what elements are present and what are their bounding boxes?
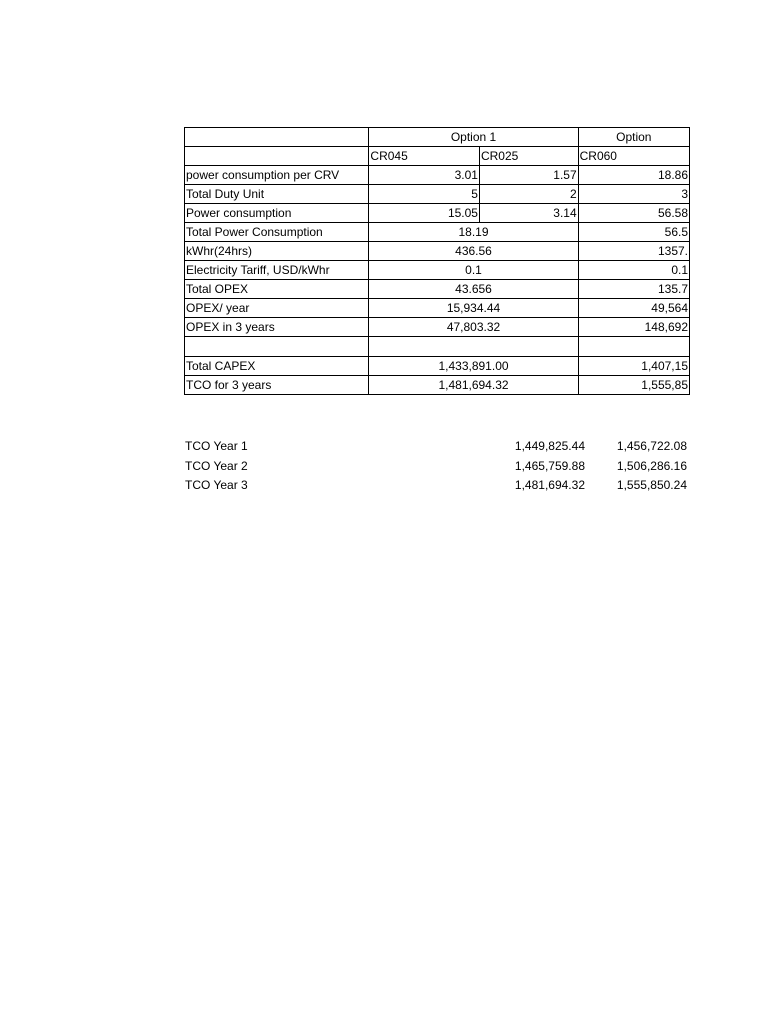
table-cell-empty [185, 337, 369, 357]
table-row [185, 204, 690, 223]
row-label: power consumption per CRV [185, 166, 369, 185]
column-header-cr060: CR060 [578, 147, 689, 166]
tco-yearly-summary [185, 437, 725, 496]
table-cell: 18.86 [578, 166, 689, 185]
table-cell: 1,481,694.32 [369, 376, 578, 395]
table-row [185, 185, 690, 204]
row-label: Total CAPEX [185, 357, 369, 376]
table-row [185, 280, 690, 299]
table-cell: 15,934.44 [369, 299, 578, 318]
table-row [185, 376, 690, 395]
table-cell: 3.01 [369, 166, 480, 185]
table-cell: 1.57 [479, 166, 578, 185]
tco-table-region [184, 127, 690, 400]
table-row [185, 299, 690, 318]
table-cell: 148,692 [578, 318, 689, 337]
table-cell: 18.19 [369, 223, 578, 242]
summary-row [185, 457, 725, 477]
table-cell: 135.7 [578, 280, 689, 299]
table-cell: 1,555,85 [578, 376, 689, 395]
summary-value-option-1: 1,481,694.32 [514, 478, 585, 492]
option-1-header: Option 1 [369, 128, 578, 147]
table-row [185, 166, 690, 185]
table-row [185, 147, 690, 166]
summary-row [185, 476, 725, 496]
table-cell-empty [185, 128, 369, 147]
row-label: Total OPEX [185, 280, 369, 299]
row-label: OPEX/ year [185, 299, 369, 318]
table-cell: 15.05 [369, 204, 480, 223]
row-label: Total Duty Unit [185, 185, 369, 204]
table-cell: 56.58 [578, 204, 689, 223]
summary-label: TCO Year 3 [185, 478, 248, 492]
table-cell: 5 [369, 185, 480, 204]
row-label: OPEX in 3 years [185, 318, 369, 337]
table-cell: 1,433,891.00 [369, 357, 578, 376]
option-2-header: Option [578, 128, 689, 147]
table-cell: 3.14 [479, 204, 578, 223]
table-row [185, 242, 690, 261]
table-cell: 0.1 [369, 261, 578, 280]
table-cell: 49,564 [578, 299, 689, 318]
column-header-cr025: CR025 [479, 147, 578, 166]
summary-value-option-2: 1,555,850.24 [616, 478, 687, 492]
summary-value-option-2: 1,456,722.08 [616, 439, 687, 453]
summary-label: TCO Year 2 [185, 458, 248, 473]
table-row-spacer [185, 337, 690, 357]
table-cell: 56.5 [578, 223, 689, 242]
row-label: TCO for 3 years [185, 376, 369, 395]
table-cell-empty [578, 337, 689, 357]
table-row [185, 128, 690, 147]
table-cell: 436.56 [369, 242, 578, 261]
row-label: Total Power Consumption [185, 223, 369, 242]
summary-value-option-1: 1,465,759.88 [514, 458, 585, 473]
table-cell-empty [369, 337, 578, 357]
table-cell: 1,407,15 [578, 357, 689, 376]
table-row [185, 223, 690, 242]
table-row [185, 261, 690, 280]
row-label: kWhr(24hrs) [185, 242, 369, 261]
summary-label: TCO Year 1 [185, 439, 248, 453]
column-header-cr045: CR045 [369, 147, 480, 166]
table-cell: 47,803.32 [369, 318, 578, 337]
summary-value-option-1: 1,449,825.44 [514, 439, 585, 453]
table-cell: 3 [578, 185, 689, 204]
table-row [185, 357, 690, 376]
table-cell: 1357. [578, 242, 689, 261]
row-label: Electricity Tariff, USD/kWhr [185, 261, 369, 280]
tco-comparison-table [184, 127, 690, 395]
table-cell: 43.656 [369, 280, 578, 299]
row-label: Power consumption [185, 204, 369, 223]
table-cell: 0.1 [578, 261, 689, 280]
summary-value-option-2: 1,506,286.16 [616, 458, 687, 473]
table-cell-empty [185, 147, 369, 166]
table-cell: 2 [479, 185, 578, 204]
table-row [185, 318, 690, 337]
summary-row [185, 437, 725, 457]
